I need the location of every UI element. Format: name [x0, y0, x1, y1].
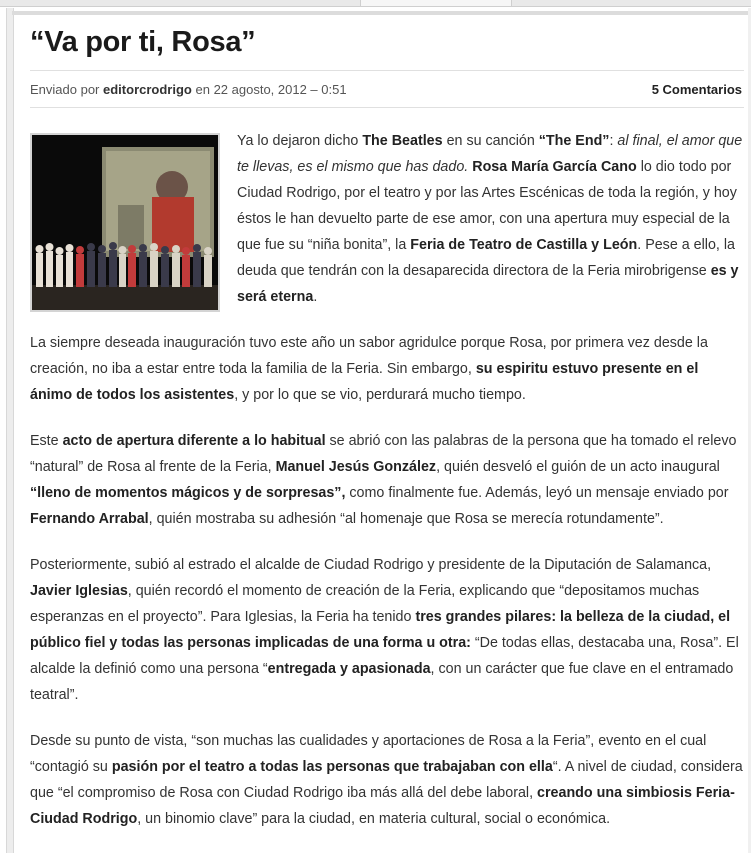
text: lo dio todo por Ciudad Rodrigo, por el teatro y por las Artes Escénicas de toda la región, y hoy éstos le han devuelto parte de ese amor, con una apertura muy especial de la que fue su “niña bonita”, la	[237, 159, 737, 253]
text-bold: Javier Iglesias	[30, 583, 128, 599]
browser-tab[interactable]	[360, 0, 512, 6]
post-date: 22 agosto, 2012 – 0:51	[213, 82, 347, 97]
text-bold: The Beatles	[362, 133, 443, 149]
text-bold: su espiritu estuvo presente en el ánimo de todos los asistentes	[30, 361, 699, 403]
article-title[interactable]: “Va por ti, Rosa”	[30, 26, 256, 58]
text: , con un carácter que fue clave en el entramado teatral”.	[30, 661, 734, 703]
comments-link[interactable]: 5 Comentarios	[651, 82, 742, 97]
text: “De todas ellas, destacaba una, Rosa”. El alcalde la definió como una persona “	[30, 635, 739, 677]
text: La siempre deseada inauguración tuvo este año un sabor agridulce porque Rosa, por primera vez desde la creación, no iba a estar entre toda la familia de la Feria. Sin embargo,	[30, 335, 708, 377]
text: en su canción	[442, 133, 539, 149]
text: Desde su punto de vista, “son muchas las cualidades y aportaciones de Rosa a la Feria”, evento en el cual “contagió su	[30, 733, 707, 775]
text-bold: Fernando Arrabal	[30, 511, 149, 527]
text: .	[313, 289, 318, 305]
text: como finalmente fue. Además, leyó un mensaje enviado por	[345, 485, 729, 501]
paragraph-3	[30, 428, 744, 532]
stage-photo-illustration	[32, 135, 218, 310]
text: , quién desveló el guión de un acto inaugural	[436, 459, 720, 475]
post-byline	[30, 82, 347, 97]
text: , y por lo que se vio, perdurará mucho tiempo.	[234, 387, 526, 403]
text-bold: entregada y apasionada	[267, 661, 431, 677]
text: se abrió con las palabras de la persona que ha tomado el relevo “natural” de Rosa al frente de la Feria,	[30, 433, 737, 475]
author-link[interactable]: editorcrodrigo	[103, 82, 192, 97]
article	[30, 16, 744, 852]
text: Este	[30, 433, 63, 449]
browser-tab-strip	[0, 0, 751, 7]
text-bold: “The End”	[538, 133, 610, 149]
text-bold: tres grandes pilares: la belleza de la ciudad, el público fiel y todas las personas implicadas de una forma u otra:	[30, 609, 731, 651]
text: , quién recordó el momento de creación de la Feria, explicando que “depositamos muchas esperanzas en el proyecto”. Para Iglesias, la Feria ha tenido	[30, 583, 700, 625]
text-italic: al final, el amor que te llevas, es el mismo que has dado.	[237, 133, 743, 175]
text-bold: Rosa María García Cano	[472, 159, 637, 175]
article-photo[interactable]	[30, 133, 220, 312]
paragraph-5	[30, 728, 744, 832]
paragraph-4	[30, 552, 744, 708]
text-bold: creando una simbiosis Feria-Ciudad Rodrigo	[30, 785, 735, 827]
left-sidebar-border	[6, 8, 14, 853]
post-top-rule	[12, 11, 748, 15]
text: Posteriormente, subió al estrado el alcalde de Ciudad Rodrigo y presidente de la Diputación de Salamanca,	[30, 557, 712, 573]
post-meta	[30, 70, 744, 108]
text: :	[609, 133, 618, 149]
text: , quién mostraba su adhesión “al homenaje que Rosa se merecía rotundamente”.	[148, 511, 664, 527]
date-prefix: en	[195, 82, 210, 97]
sent-by-label: Enviado por	[30, 82, 100, 97]
text: “. A nivel de ciudad, considera que “el compromiso de Rosa con Ciudad Rodrigo iba más allá del debe laboral,	[30, 759, 743, 801]
text-bold: Feria de Teatro de Castilla y León	[410, 237, 638, 253]
text-bold: acto de apertura diferente a lo habitual	[62, 433, 326, 449]
text-bold: pasión por el teatro a todas las personas que trabajaban con ella	[111, 759, 553, 775]
text-bold: es y será eterna	[237, 263, 739, 305]
paragraph-2	[30, 330, 744, 408]
text: , un binomio clave” para la ciudad, en materia cultural, social o económica.	[137, 811, 611, 827]
text-bold: “lleno de momentos mágicos y de sorpresas”,	[30, 485, 346, 501]
text: . Pese a ello, la deuda que tendrán con la desaparecida directora de la Feria mirobrigense	[237, 237, 736, 279]
text: Ya lo dejaron dicho	[237, 133, 363, 149]
text-bold: Manuel Jesús González	[275, 459, 437, 475]
